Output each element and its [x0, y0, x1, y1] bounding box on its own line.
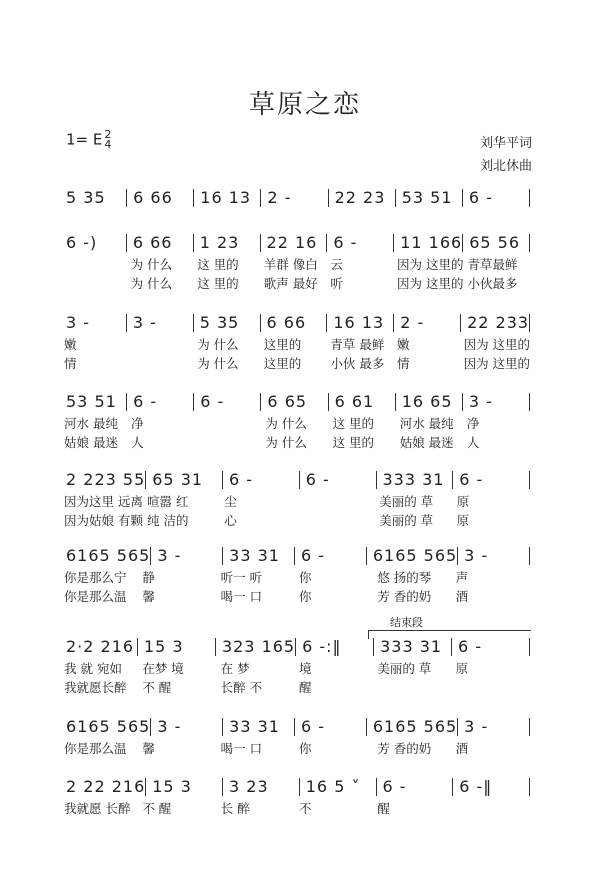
- measure: 22 23: [329, 189, 396, 207]
- lyric: 净: [131, 416, 144, 431]
- lyric: 因为姑娘 有颗: [64, 513, 143, 528]
- lyric: 芳 香的奶: [377, 589, 432, 604]
- measure: 6 -: [223, 471, 300, 489]
- measure: 3 -: [127, 314, 194, 332]
- lyrics-row: [60, 414, 530, 433]
- lyric: 云: [330, 257, 343, 272]
- lyric: 这 里的: [197, 276, 239, 291]
- lyric: 长醉 不: [220, 680, 263, 695]
- lyric: 馨: [142, 589, 155, 604]
- notes-row: [60, 544, 530, 568]
- notes-row: [60, 468, 530, 492]
- lyric: 醒: [377, 801, 390, 816]
- lyric: 为 什么: [197, 356, 239, 371]
- lyric: 这里的: [263, 337, 302, 352]
- notes-row: [60, 635, 530, 659]
- measure: 3 -: [463, 393, 530, 411]
- measure: 6 -: [127, 393, 194, 411]
- notes-row: [60, 715, 530, 739]
- lyrics-row: [60, 274, 530, 293]
- measure: 16 13: [327, 314, 394, 332]
- notes-row: [60, 390, 530, 414]
- lyric: 青草 最鲜: [330, 337, 385, 352]
- measure: 33 31: [223, 718, 295, 736]
- measure: 3 -: [60, 314, 127, 332]
- lyrics-row: [60, 354, 530, 373]
- measure: 3 -: [151, 718, 223, 736]
- lyric: 河水 最纯: [399, 416, 454, 431]
- ending-section-label: 结束段: [390, 616, 423, 629]
- measure: 11 166: [394, 234, 463, 252]
- lyric: 因为 这里的: [463, 356, 531, 371]
- measure: 6 -‖: [453, 778, 530, 796]
- lyric: 原: [455, 661, 469, 676]
- measure: 333 31: [377, 471, 454, 489]
- lyric: 小伙 最多: [330, 356, 385, 371]
- song-title: 草原之恋: [248, 90, 361, 120]
- lyric: 长 醉: [220, 801, 250, 816]
- measure: 3 23: [223, 778, 300, 796]
- lyric: 人: [131, 435, 144, 450]
- lyric: 芳 香的奶: [377, 741, 432, 756]
- lyric: 听一 听: [220, 570, 263, 585]
- lyrics-row: [60, 678, 530, 697]
- measure: 15 3: [146, 778, 223, 796]
- lyric: 馨: [142, 741, 155, 756]
- key-label: 1= E: [66, 130, 103, 149]
- score-line: [60, 635, 530, 697]
- lyric: 这里的: [263, 356, 302, 371]
- lyric: 声: [455, 570, 469, 585]
- lyric: [127, 335, 194, 354]
- measure: 6 65: [261, 393, 328, 411]
- lyric: 原: [456, 494, 470, 509]
- measure: 6165 565: [367, 718, 458, 736]
- lyrics-row: [60, 799, 530, 818]
- lyric: 纯 洁的: [146, 513, 189, 528]
- measure: 6 -:‖: [296, 638, 374, 656]
- time-bottom: 4: [104, 138, 112, 151]
- measure: 3 -: [151, 547, 223, 565]
- lyric: 净: [466, 416, 480, 431]
- lyrics-row: [60, 511, 530, 530]
- measure: 6165 565: [367, 547, 458, 565]
- measure: 2 22 216: [60, 778, 146, 796]
- lyrics-row: [60, 335, 530, 354]
- measure: 6 -: [453, 471, 530, 489]
- key-signature: [66, 130, 111, 150]
- lyric: 姑娘 最迷: [64, 435, 118, 450]
- lyric: 这 里的: [332, 435, 375, 450]
- lyric: 在梦 境: [142, 661, 184, 676]
- lyric: 姑娘 最迷: [399, 435, 454, 450]
- measure: 16 5 ˅: [300, 778, 377, 796]
- lyric: 在 梦: [220, 661, 250, 676]
- lyrics-row: [60, 659, 530, 678]
- measure: 22 16: [261, 234, 328, 252]
- lyric: [452, 678, 530, 697]
- measure: 6 -: [377, 778, 454, 796]
- lyrics-row: [60, 433, 530, 452]
- lyric: 酒: [455, 589, 469, 604]
- lyric: 为 什么: [197, 337, 239, 352]
- lyric: 不: [298, 801, 312, 816]
- lyric: 悠 扬的琴: [377, 570, 432, 585]
- measure: 6 -: [463, 189, 530, 207]
- measure: 53 51: [396, 189, 463, 207]
- score-line: [60, 311, 530, 373]
- lyric: 你是那么温: [64, 741, 127, 756]
- time-top: 2: [104, 128, 112, 141]
- lyric: 嫩: [64, 337, 77, 352]
- measure: 333 31: [374, 638, 452, 656]
- lyrics-row: [60, 255, 530, 274]
- lyric: 因为这里 远离: [64, 494, 143, 509]
- lyric: 为 什么: [130, 276, 173, 291]
- lyric: 原: [456, 513, 470, 528]
- lyric: 你: [298, 741, 312, 756]
- lyric: 喝一 口: [220, 589, 263, 604]
- measure: 6 -): [60, 234, 127, 252]
- lyric: 美丽的 草: [377, 661, 432, 676]
- lyric: 人: [466, 435, 480, 450]
- lyric: 境: [298, 661, 312, 676]
- measure: 65 56: [463, 234, 530, 252]
- lyric: 河水 最纯: [64, 416, 118, 431]
- time-signature: [104, 130, 111, 150]
- score-line: [60, 715, 530, 758]
- lyrics-row: [60, 492, 530, 511]
- score-line: [60, 775, 530, 818]
- lyric: [127, 354, 194, 373]
- lyricist: 刘华平词: [479, 136, 532, 151]
- lyric: 我就愿 长醉: [64, 801, 131, 816]
- lyric: 因为 这里的: [463, 337, 531, 352]
- lyric: 为 什么: [265, 416, 307, 431]
- lyric: 因为 这里的: [396, 257, 464, 272]
- lyric: [60, 274, 127, 293]
- lyric: 为 什么: [265, 435, 307, 450]
- lyric: [298, 492, 375, 511]
- lyric: 这 里的: [332, 416, 375, 431]
- lyric: 我 就 宛如: [64, 661, 122, 676]
- lyric: 美丽的 草: [379, 494, 434, 509]
- measure: 6 -: [295, 547, 367, 565]
- lyrics-row: [60, 568, 530, 587]
- measure: 22 233: [461, 314, 530, 332]
- lyrics-row: [60, 739, 530, 758]
- score-line: [60, 231, 530, 293]
- measure: 6 66: [127, 234, 194, 252]
- notes-row: [60, 775, 530, 799]
- measure: 53 51: [60, 393, 127, 411]
- lyric: 醒: [298, 680, 312, 695]
- lyric: 羊群 像白: [263, 257, 318, 272]
- measure: 6 66: [261, 314, 328, 332]
- lyric: 心: [224, 513, 237, 528]
- lyric: 你: [298, 570, 312, 585]
- measure: 2·2 216: [60, 638, 138, 656]
- notes-row: [60, 186, 530, 210]
- measure: 2 -: [261, 189, 328, 207]
- measure: 6 -: [452, 638, 530, 656]
- score-line: [60, 544, 530, 606]
- measure: 16 13: [194, 189, 261, 207]
- lyric: 美丽的 草: [379, 513, 434, 528]
- measure: 1 23: [194, 234, 261, 252]
- lyric: 小伙最多: [467, 276, 518, 291]
- score-line: [60, 390, 530, 452]
- notes-row: [60, 231, 530, 255]
- measure: 3 -: [458, 718, 530, 736]
- measure: 6165 565: [60, 718, 151, 736]
- lyric: 我就愿长醉: [64, 680, 127, 695]
- lyric: 这 里的: [197, 257, 239, 272]
- measure: 6 61: [329, 393, 396, 411]
- credits: [480, 132, 532, 178]
- lyric: [373, 678, 451, 697]
- lyric: [194, 433, 261, 452]
- notes-row: [60, 311, 530, 335]
- lyric: 情: [64, 356, 77, 371]
- measure: 5 35: [194, 314, 261, 332]
- lyric: 嫩: [396, 337, 410, 352]
- composer: 刘北休曲: [479, 159, 532, 174]
- measure: 6 -: [194, 393, 261, 411]
- lyric: 不 醒: [142, 801, 172, 816]
- lyric: 歌声 最好: [263, 276, 318, 291]
- lyric: 听: [330, 276, 343, 291]
- lyric: 情: [396, 356, 410, 371]
- score-line: [60, 468, 530, 530]
- lyric: [60, 255, 127, 274]
- measure: 65 31: [146, 471, 223, 489]
- lyric: 不 醒: [142, 680, 172, 695]
- lyric: 为 什么: [130, 257, 173, 272]
- score-line: [60, 186, 530, 210]
- measure: 2 223 55: [60, 471, 146, 489]
- measure: 2 -: [394, 314, 461, 332]
- measure: 15 3: [138, 638, 216, 656]
- measure: 323 165: [216, 638, 296, 656]
- lyric: 青草最鲜: [467, 257, 518, 272]
- lyric: 你是那么温: [64, 589, 127, 604]
- lyric: 尘: [224, 494, 237, 509]
- lyrics-row: [60, 587, 530, 606]
- lyric: 静: [142, 570, 155, 585]
- lyric: [298, 511, 375, 530]
- lyric: 你: [298, 589, 312, 604]
- lyric: [194, 414, 261, 433]
- measure: 16 65: [396, 393, 463, 411]
- measure: 6 -: [327, 234, 394, 252]
- measure: 5 35: [60, 189, 127, 207]
- measure: 33 31: [223, 547, 295, 565]
- lyric: 酒: [455, 741, 469, 756]
- measure: 6165 565: [60, 547, 151, 565]
- lyric: [452, 799, 530, 818]
- lyric: 因为 这里的: [396, 276, 464, 291]
- lyric: 你是那么宁: [64, 570, 127, 585]
- measure: 6 66: [127, 189, 194, 207]
- measure: 3 -: [458, 547, 530, 565]
- lyric: 喝一 口: [220, 741, 263, 756]
- measure: 6 -: [295, 718, 367, 736]
- lyric: 喧嚣 红: [146, 494, 189, 509]
- measure: 6 -: [300, 471, 377, 489]
